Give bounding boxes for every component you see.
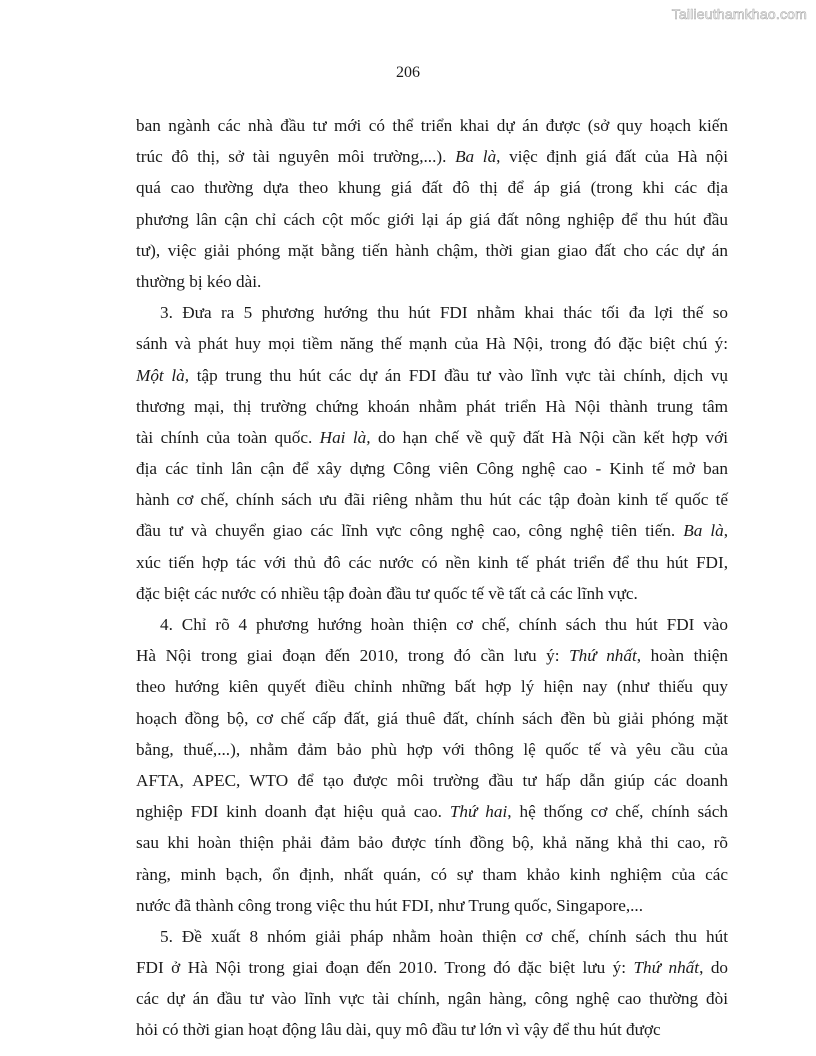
watermark: Tailieuthamkhao.com [671, 6, 807, 22]
text-line [136, 640, 728, 671]
italic-text-segment: Ba là [455, 147, 497, 167]
paragraph [136, 297, 728, 609]
text-segment: tư), việc giải phóng mặt bằng tiến hành chậm, thời gian giao đất cho các dự án [136, 240, 728, 260]
text-segment: , hệ thống cơ chế, chính sách [507, 802, 728, 822]
text-segment: trúc đô thị, sở tài nguyên môi trường,...). [136, 147, 456, 167]
text-segment: quá cao thường dựa theo khung giá đất đô thị để áp giá (trong khi các địa [136, 178, 728, 198]
text-line [136, 453, 728, 484]
body-text [136, 110, 728, 1046]
text-segment: phương lân cận chỉ cách cột mốc giới lại áp giá đất nông nghiệp để thu hút đầu [136, 209, 728, 229]
text-line [136, 297, 728, 328]
text-segment: AFTA, APEC, WTO để tạo được môi trường đầu tư hấp dẫn giúp các doanh [136, 770, 728, 790]
text-line [136, 703, 728, 734]
paragraph [136, 609, 728, 921]
text-line [136, 952, 728, 983]
text-segment: thường bị kéo dài. [136, 271, 262, 291]
text-line [136, 172, 728, 203]
text-segment: hành cơ chế, chính sách ưu đãi riêng nhằm thu hút các tập đoàn kinh tế quốc tế [136, 490, 728, 510]
text-segment: ban ngành các nhà đầu tư mới có thể triển khai dự án được (sở quy hoạch kiến [136, 116, 728, 135]
text-segment: đặc biệt các nước có nhiều tập đoàn đầu tư quốc tế về tất cả các lĩnh vực. [136, 583, 638, 603]
text-segment: thương mại, thị trường chứng khoán nhằm phát triển Hà Nội thành trung tâm [136, 396, 728, 416]
text-segment: hỏi có thời gian hoạt động lâu dài, quy mô đầu tư lớn vì vậy để thu hút được [136, 1020, 661, 1040]
text-line [136, 578, 728, 609]
text-line [136, 422, 728, 453]
text-line [136, 547, 728, 578]
text-line [136, 734, 728, 765]
text-segment: địa các tỉnh lân cận để xây dựng Công viên Công nghệ cao - Kinh tế mở ban [136, 459, 728, 479]
text-line [136, 484, 728, 515]
text-segment: bằng, thuế,...), nhằm đảm bảo phù hợp với thông lệ quốc tế và yêu cầu của [136, 739, 728, 759]
italic-text-segment: Hai là, [319, 427, 371, 447]
text-segment: nghiệp FDI kinh doanh đạt hiệu quả cao. [136, 802, 450, 822]
paragraph [136, 921, 728, 1046]
text-segment: 5. Đề xuất 8 nhóm giải pháp nhằm hoàn thiện cơ chế, chính sách thu hút [160, 926, 728, 946]
text-line [136, 266, 728, 297]
text-segment: Hà Nội trong giai đoạn đến 2010, trong đó cần lưu ý: [136, 646, 570, 666]
italic-text-segment: Thứ nhất [569, 646, 637, 666]
italic-text-segment: Ba là [683, 521, 724, 541]
paragraph [136, 110, 728, 297]
text-line [136, 609, 728, 640]
text-segment: , việc định giá đất của Hà nội [496, 147, 728, 167]
text-line [136, 765, 728, 796]
text-segment: 4. Chỉ rõ 4 phương hướng hoàn thiện cơ chế, chính sách thu hút FDI vào [160, 615, 728, 634]
text-segment: sánh và phát huy mọi tiềm năng thế mạnh của Hà Nội, trong đó đặc biệt chú ý: [136, 334, 728, 354]
text-line [136, 1014, 728, 1045]
text-line [136, 235, 728, 266]
text-segment: đầu tư và chuyển giao các lĩnh vực công nghệ cao, công nghệ tiên tiến. [136, 521, 684, 541]
italic-text-segment: Một là, [136, 365, 190, 385]
text-line [136, 671, 728, 702]
text-line [136, 204, 728, 235]
text-segment: , hoàn thiện [636, 646, 728, 666]
text-segment: theo hướng kiên quyết điều chỉnh những bất hợp lý hiện nay (như thiếu quy [136, 677, 728, 697]
text-line [136, 391, 728, 422]
italic-text-segment: Thứ nhất [633, 958, 700, 978]
text-segment: tập trung thu hút các dự án FDI đầu tư vào lĩnh vực tài chính, dịch vụ [189, 365, 728, 385]
text-segment: FDI ở Hà Nội trong giai đoạn đến 2010. Trong đó đặc biệt lưu ý: [136, 958, 634, 978]
text-line [136, 859, 728, 890]
italic-text-segment: Thứ hai [449, 802, 508, 822]
text-line [136, 921, 728, 952]
text-segment: nước đã thành công trong việc thu hút FDI, như Trung quốc, Singapore,... [136, 895, 644, 915]
text-line [136, 983, 728, 1014]
text-line [136, 141, 728, 172]
page-number: 206 [396, 64, 420, 81]
text-segment: ràng, minh bạch, ổn định, nhất quán, có sự tham khảo kinh nghiệm của các [136, 864, 728, 884]
text-segment: 3. Đưa ra 5 phương hướng thu hút FDI nhằm khai thác tối đa lợi thế so [160, 303, 728, 323]
text-line [136, 110, 728, 141]
text-segment: hoạch đồng bộ, cơ chế cấp đất, giá thuê đất, chính sách đền bù giải phóng mặt [136, 708, 728, 728]
text-line [136, 890, 728, 921]
text-line [136, 796, 728, 827]
text-segment: do hạn chế về quỹ đất Hà Nội cần kết hợp với [370, 427, 729, 447]
text-segment: , do [699, 958, 729, 978]
text-line [136, 515, 728, 546]
text-segment: xúc tiến hợp tác với thủ đô các nước có nền kinh tế phát triển để thu hút FDI, [136, 552, 728, 572]
text-segment: , [723, 521, 728, 541]
text-line [136, 328, 728, 359]
text-segment: tài chính của toàn quốc. [136, 427, 320, 447]
text-segment: các dự án đầu tư vào lĩnh vực tài chính, ngân hàng, công nghệ cao thường đòi [136, 989, 728, 1009]
text-segment: sau khi hoàn thiện phải đảm bảo được tính đồng bộ, khả năng khả thi cao, rõ [136, 833, 728, 853]
text-line [136, 360, 728, 391]
text-line [136, 827, 728, 858]
